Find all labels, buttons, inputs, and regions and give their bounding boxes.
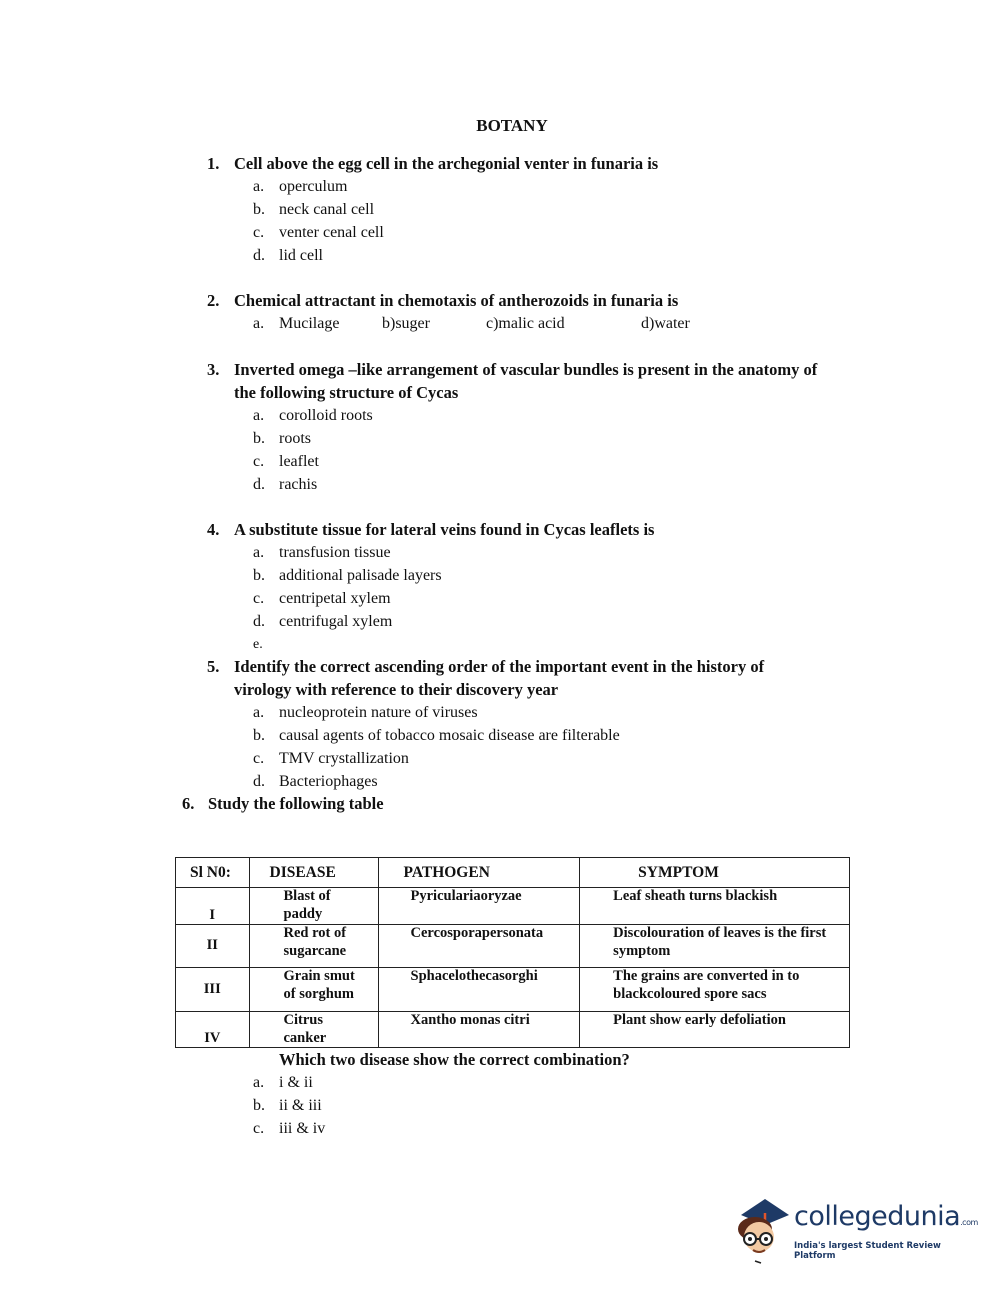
question-text: Identify the correct ascending order of the important event in the history of <box>234 657 765 676</box>
disease-cell: paddy <box>283 905 323 922</box>
logo-wordmark: collegedunia.com <box>794 1201 978 1232</box>
symptom-cell: Plant show early defoliation <box>613 1012 786 1028</box>
question-number: 3. <box>207 360 220 379</box>
symptom-cell: Leaf sheath turns blackish <box>613 888 778 904</box>
option: b. causal agents of tobacco mosaic disease are filterable <box>253 727 620 744</box>
question-text: the following structure of Cycas <box>234 383 459 402</box>
disease-cell: Blast of <box>283 888 331 904</box>
row-number: IV <box>176 1012 250 1048</box>
question-text: virology with reference to their discovery year <box>234 680 559 699</box>
table-header-row <box>176 858 850 888</box>
question-number: 2. <box>207 291 220 310</box>
disease-table <box>175 857 850 1048</box>
disease-cell: sugarcane <box>283 942 347 959</box>
collegedunia-logo <box>735 1195 978 1267</box>
option: d. lid cell <box>253 247 323 264</box>
question-text: Chemical attractant in chemotaxis of antherozoids in funaria is <box>234 291 679 310</box>
row-number: I <box>176 888 250 925</box>
question-4 <box>0 518 993 541</box>
option: e. <box>253 637 263 652</box>
question-5 <box>0 655 993 701</box>
question-text: A substitute tissue for lateral veins found in Cycas leaflets is <box>234 520 655 539</box>
question-number: 4. <box>207 520 220 539</box>
question-number: 6. <box>182 794 195 813</box>
disease-cell: Citrus <box>283 1012 323 1028</box>
option: a. corolloid roots <box>253 407 373 424</box>
disease-cell: Red rot of <box>283 925 347 941</box>
option: c. leaflet <box>253 453 319 470</box>
question-number: 1. <box>207 154 220 173</box>
table-question: Which two disease show the correct combination? <box>279 1050 630 1069</box>
pathogen-cell: Xantho monas citri <box>410 1012 530 1028</box>
option: a. i & ii <box>253 1074 313 1091</box>
pathogen-cell: Pyriculariaoryzae <box>410 888 522 904</box>
symptom-cell: The grains are converted in to <box>613 968 800 984</box>
symptom-cell: Discolouration of leaves is the first <box>613 925 827 941</box>
option: d. rachis <box>253 476 318 493</box>
column-header: PATHOGEN <box>378 858 580 888</box>
table-row <box>176 968 850 1012</box>
option: a. transfusion tissue <box>253 544 391 561</box>
option: b. roots <box>253 430 311 447</box>
pathogen-cell: Cercosporapersonata <box>410 925 544 941</box>
question-text: Cell above the egg cell in the archegonial venter in funaria is <box>234 154 659 173</box>
option: c. centripetal xylem <box>253 590 391 607</box>
question-text: Inverted omega –like arrangement of vascular bundles is present in the anatomy of <box>234 360 818 379</box>
question-number: 5. <box>207 657 220 676</box>
option: d. Bacteriophages <box>253 773 378 790</box>
page-title: BOTANY <box>476 116 548 135</box>
row-number: III <box>176 968 250 1012</box>
pathogen-cell: Sphacelothecasorghi <box>410 968 538 984</box>
mascot-icon <box>735 1195 793 1267</box>
option: a. nucleoprotein nature of viruses <box>253 704 478 721</box>
option-row: a. Mucilage b)suger c)malic acid d)water <box>253 315 690 332</box>
disease-cell: Grain smut <box>283 968 355 984</box>
option: b. neck canal cell <box>253 201 375 218</box>
question-2 <box>0 289 993 312</box>
disease-cell: of sorghum <box>283 985 354 1002</box>
option: a. operculum <box>253 178 348 195</box>
table-row <box>176 888 850 925</box>
option: b. additional palisade layers <box>253 567 442 584</box>
symptom-cell: blackcoloured spore sacs <box>613 985 767 1002</box>
symptom-cell: symptom <box>613 942 671 959</box>
column-header: DISEASE <box>249 858 378 888</box>
question-1 <box>0 152 993 175</box>
logo-tagline: India's largest Student Review Platform <box>794 1241 941 1261</box>
option: b. ii & iii <box>253 1097 322 1114</box>
disease-cell: canker <box>283 1029 327 1046</box>
option: c. iii & iv <box>253 1120 326 1137</box>
question-text: Study the following table <box>208 794 384 813</box>
option: c. venter cenal cell <box>253 224 384 241</box>
option: c. TMV crystallization <box>253 750 409 767</box>
column-header: SYMPTOM <box>580 858 850 888</box>
option: d. centrifugal xylem <box>253 613 393 630</box>
table-row <box>176 925 850 968</box>
column-header: Sl N0: <box>176 858 250 888</box>
table-row <box>176 1012 850 1048</box>
question-6 <box>0 792 993 815</box>
question-3 <box>0 358 993 404</box>
row-number: II <box>176 925 250 968</box>
